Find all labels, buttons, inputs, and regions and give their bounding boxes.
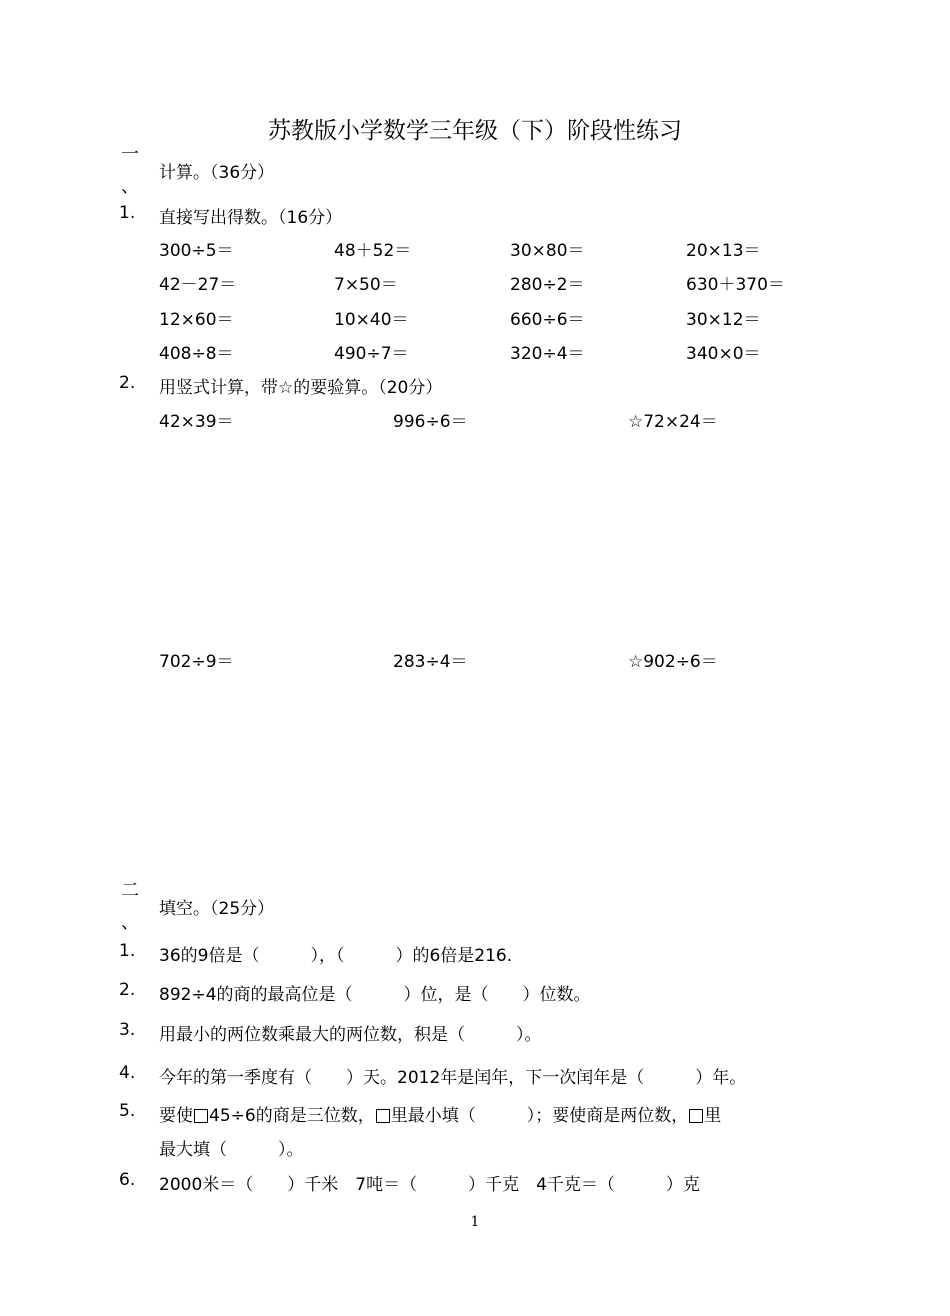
- vertical-calc-item: 42×39＝: [159, 412, 234, 432]
- blank-square-icon: [689, 1109, 703, 1123]
- calc-item: 320÷4＝: [510, 344, 585, 364]
- page-number: 1: [470, 1214, 480, 1230]
- calc-item: 408÷8＝: [159, 344, 234, 364]
- calc-item: 10×40＝: [334, 310, 409, 330]
- fill-item-text-part: 里最小填（ ）；要使商是两位数，: [390, 1106, 689, 1126]
- section2-marker: 二: [121, 880, 139, 901]
- fill-item-text: 892÷4的商的最高位是（ ）位，是（ ）位数。: [159, 985, 591, 1005]
- vertical-calc-item: 283÷4＝: [393, 652, 468, 672]
- fill-item-text-continued: 最大填（ ）。: [159, 1140, 304, 1160]
- q1-number: 1.: [119, 203, 136, 223]
- calc-item: 12×60＝: [159, 310, 234, 330]
- calc-item: 660÷6＝: [510, 310, 585, 330]
- calc-item: 42－27＝: [159, 275, 237, 295]
- calc-item: 30×12＝: [686, 310, 761, 330]
- calc-item: 340×0＝: [686, 344, 761, 364]
- calc-item: 300÷5＝: [159, 241, 234, 261]
- fill-item-text: [159, 1101, 721, 1126]
- fill-item-number: 1.: [119, 941, 136, 961]
- q2-number: 2.: [119, 373, 136, 393]
- fill-item-text-part: 要使: [159, 1106, 193, 1126]
- calc-item: 280÷2＝: [510, 275, 585, 295]
- blank-square-icon: [194, 1109, 208, 1123]
- fill-item-text: 36的9倍是（ ），（ ）的6倍是216.: [159, 946, 513, 966]
- calc-item: 7×50＝: [334, 275, 398, 295]
- fill-item-text-part: 里: [704, 1106, 722, 1126]
- vertical-calc-item: 702÷9＝: [159, 652, 234, 672]
- vertical-calc-item: ☆72×24＝: [628, 412, 718, 432]
- vertical-calc-item: 996÷6＝: [393, 412, 468, 432]
- q2-text: 用竖式计算，带☆的要验算。（20分）: [159, 378, 443, 398]
- section1-marker-comma: 、: [121, 176, 139, 197]
- calc-item: 630＋370＝: [686, 275, 785, 295]
- fill-item-text-part: 45÷6的商是三位数，: [209, 1106, 375, 1126]
- calc-item: 30×80＝: [510, 241, 585, 261]
- fill-item-number: 3.: [119, 1020, 136, 1040]
- calc-item: 490÷7＝: [334, 344, 409, 364]
- section1-heading: 计算。（36分）: [159, 163, 275, 183]
- q1-text: 直接写出得数。（16分）: [159, 208, 343, 228]
- fill-item-text: 用最小的两位数乘最大的两位数，积是（ ）。: [159, 1025, 542, 1045]
- vertical-calc-item: ☆902÷6＝: [628, 652, 718, 672]
- page-title: 苏教版小学数学三年级（下）阶段性练习: [268, 118, 682, 144]
- section2-heading: 填空。（25分）: [159, 899, 275, 919]
- section2-marker-comma: 、: [121, 912, 139, 933]
- fill-item-number: 2.: [119, 980, 136, 1000]
- calc-item: 48＋52＝: [334, 241, 412, 261]
- fill-item-text: 2000米＝（ ）千米 7吨＝（ ）千克 4千克＝（ ）克: [159, 1175, 700, 1195]
- fill-item-number: 4.: [119, 1063, 136, 1083]
- fill-item-number: 6.: [119, 1170, 136, 1190]
- fill-item-number: 5.: [119, 1101, 136, 1121]
- calc-item: 20×13＝: [686, 241, 761, 261]
- section1-marker: 一: [121, 144, 139, 165]
- blank-square-icon: [376, 1109, 390, 1123]
- fill-item-text: 今年的第一季度有（ ）天。2012年是闰年，下一次闰年是（ ）年。: [159, 1068, 747, 1088]
